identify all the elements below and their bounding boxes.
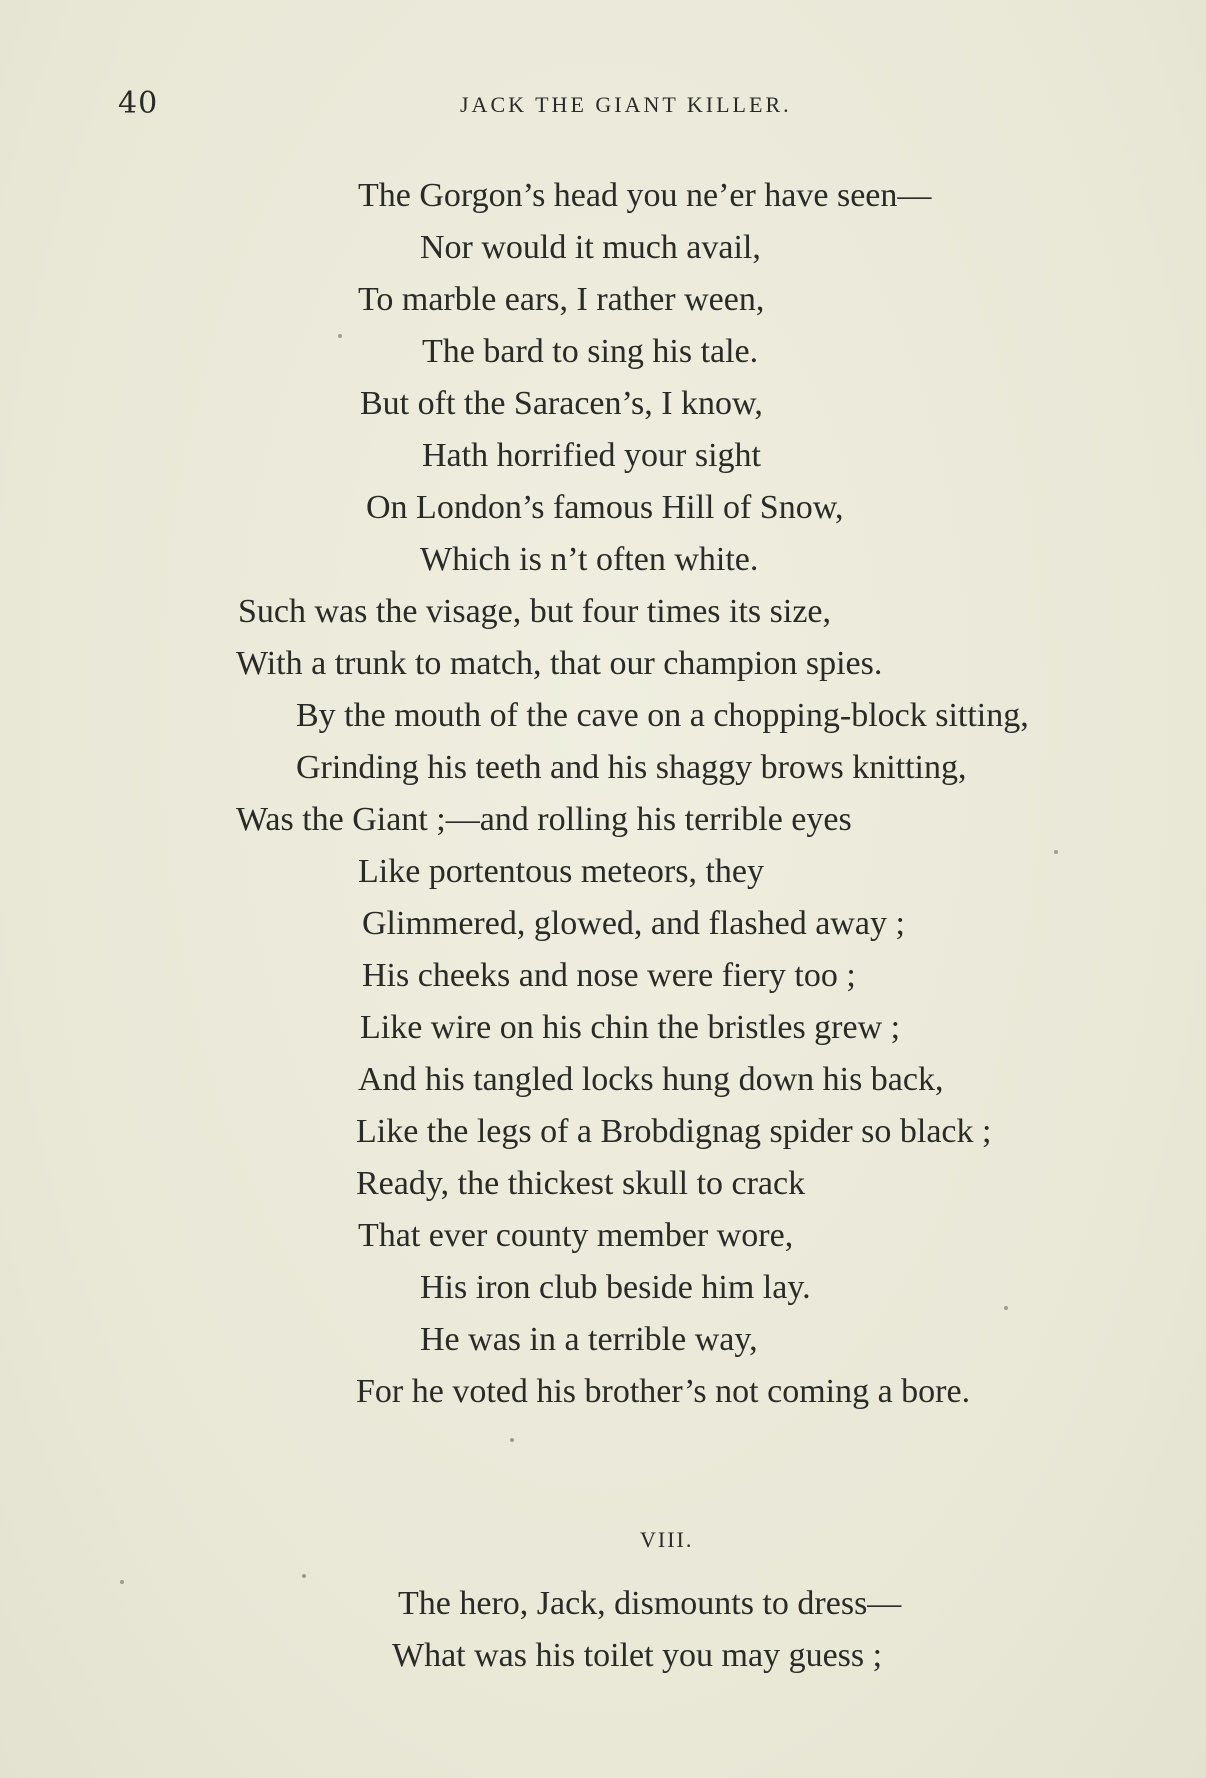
page-number: 40 bbox=[118, 86, 159, 121]
paper-speck bbox=[1054, 850, 1058, 854]
poem-line: His cheeks and nose were fiery too ; bbox=[362, 957, 856, 994]
poem-line: His iron club beside him lay. bbox=[420, 1269, 811, 1306]
section-number: VIII. bbox=[640, 1527, 694, 1552]
poem-line: Was the Giant ;—and rolling his terrible eyes bbox=[236, 801, 852, 838]
paper-speck bbox=[302, 1574, 306, 1578]
poem-line: Like portentous meteors, they bbox=[358, 853, 765, 890]
poem-line: The hero, Jack, dismounts to dress— bbox=[398, 1585, 902, 1622]
poem-line: The Gorgon’s head you ne’er have seen— bbox=[358, 177, 932, 214]
paper-speck bbox=[338, 334, 342, 338]
paper-speck bbox=[510, 1438, 514, 1442]
poem-line: By the mouth of the cave on a chopping-block sitting, bbox=[296, 697, 1029, 734]
running-title: JACK THE GIANT KILLER. bbox=[460, 92, 792, 117]
poem-line: Hath horrified your sight bbox=[422, 437, 761, 474]
poem-line: Ready, the thickest skull to crack bbox=[356, 1165, 806, 1202]
poem-line: On London’s famous Hill of Snow, bbox=[366, 489, 844, 526]
poem-line: Which is n’t often white. bbox=[420, 541, 759, 578]
poem-line: Grinding his teeth and his shaggy brows knitting, bbox=[296, 749, 967, 786]
poem-line: With a trunk to match, that our champion spies. bbox=[236, 645, 883, 682]
poem-line: To marble ears, I rather ween, bbox=[358, 281, 765, 318]
paper-speck bbox=[1004, 1306, 1008, 1310]
poem-line: For he voted his brother’s not coming a bore. bbox=[356, 1373, 971, 1410]
poem-line: Such was the visage, but four times its size, bbox=[238, 593, 832, 630]
poem-line: The bard to sing his tale. bbox=[422, 333, 759, 370]
poem-line: That ever county member wore, bbox=[358, 1217, 794, 1254]
poem-line: He was in a terrible way, bbox=[420, 1321, 758, 1358]
poem-line: Glimmered, glowed, and flashed away ; bbox=[362, 905, 905, 942]
poem-line: Like the legs of a Brobdignag spider so black ; bbox=[356, 1113, 992, 1150]
paper-speck bbox=[120, 1580, 124, 1584]
poem-line: But oft the Saracen’s, I know, bbox=[360, 385, 763, 422]
poem-line: Nor would it much avail, bbox=[420, 229, 761, 266]
poem-line: And his tangled locks hung down his back, bbox=[358, 1061, 944, 1098]
poem-line: What was his toilet you may guess ; bbox=[392, 1637, 883, 1674]
poem-line: Like wire on his chin the bristles grew ; bbox=[360, 1009, 901, 1046]
